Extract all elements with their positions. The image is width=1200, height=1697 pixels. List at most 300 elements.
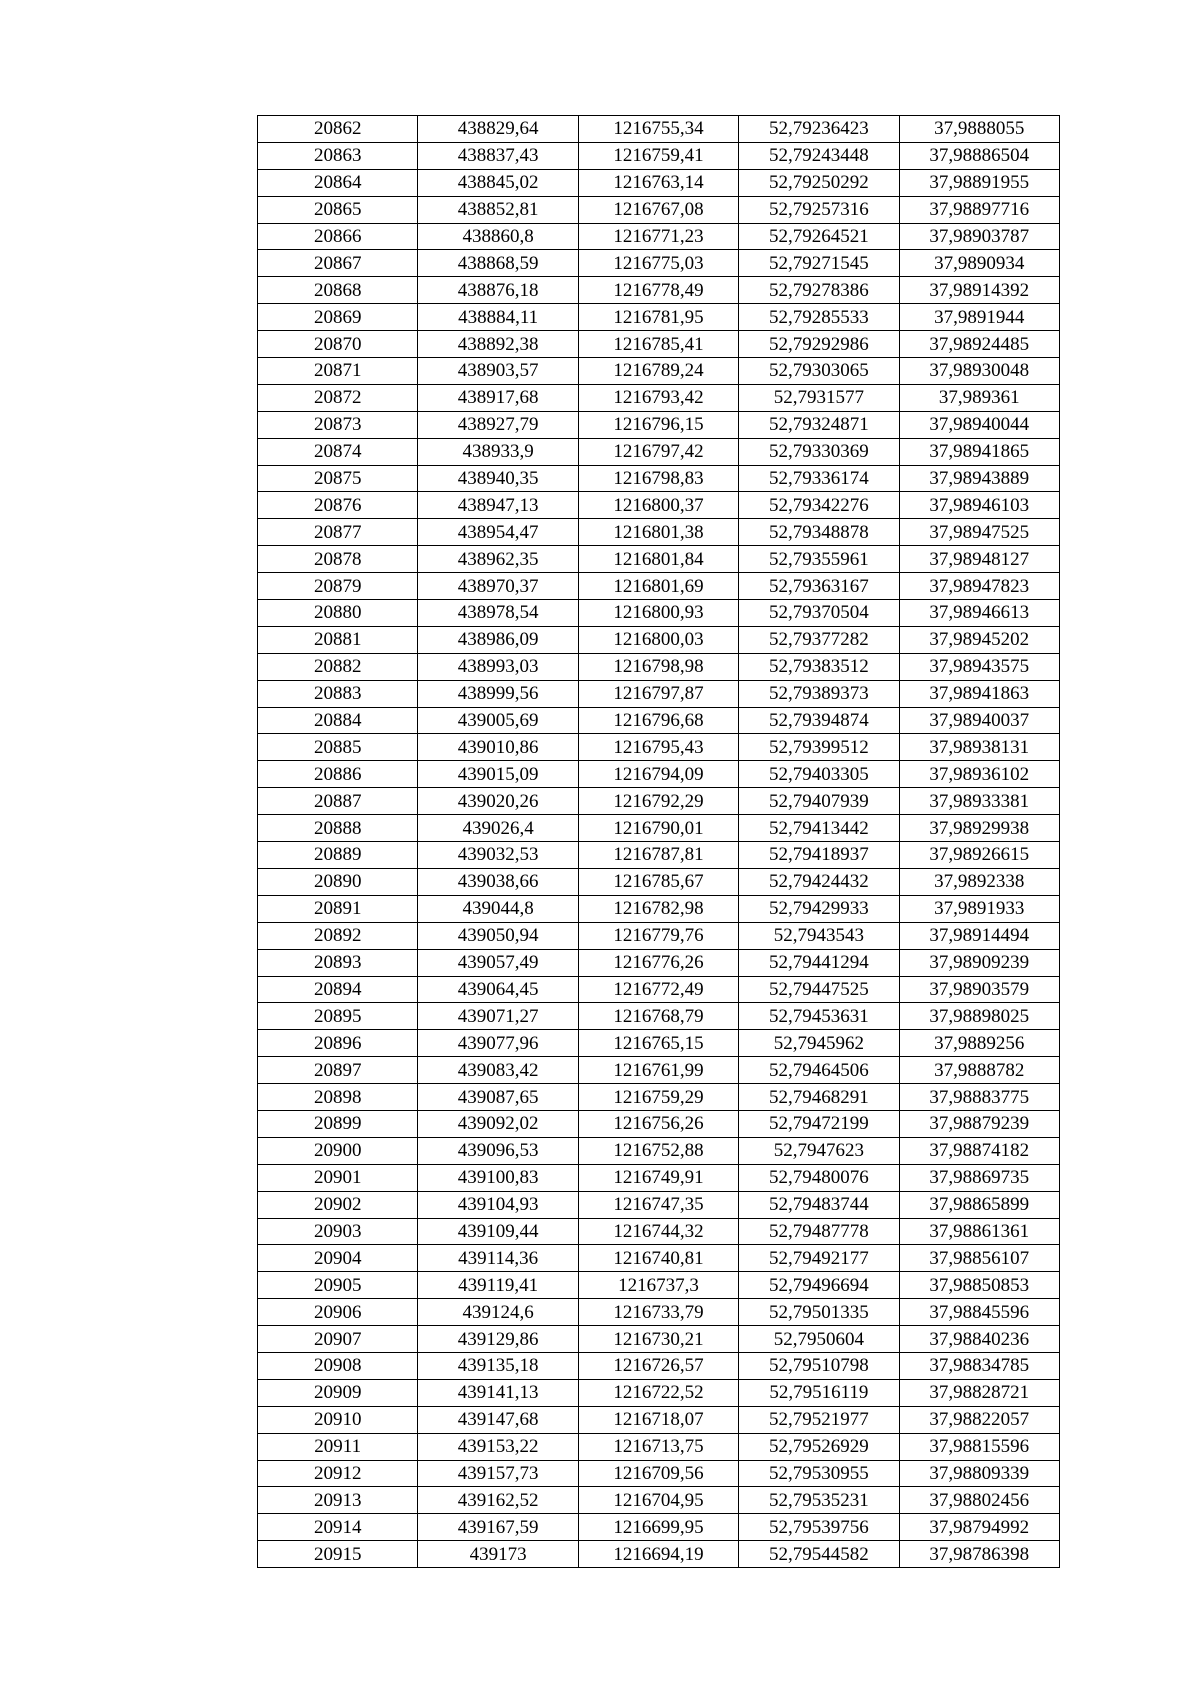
x-coordinate-cell: 438868,59 — [418, 250, 578, 277]
x-coordinate-cell: 439015,09 — [418, 761, 578, 788]
table-row — [258, 626, 1060, 653]
x-coordinate-cell: 439173 — [418, 1541, 578, 1568]
longitude-cell: 37,98903579 — [899, 976, 1059, 1003]
y-coordinate-cell: 1216794,09 — [578, 761, 738, 788]
point-number-cell: 20875 — [258, 465, 418, 492]
latitude-cell: 52,79355961 — [739, 546, 899, 573]
x-coordinate-cell: 439057,49 — [418, 949, 578, 976]
y-coordinate-cell: 1216785,67 — [578, 868, 738, 895]
x-coordinate-cell: 439096,53 — [418, 1137, 578, 1164]
latitude-cell: 52,79403305 — [739, 761, 899, 788]
table-row — [258, 1406, 1060, 1433]
table-row — [258, 788, 1060, 815]
point-number-cell: 20893 — [258, 949, 418, 976]
longitude-cell: 37,98802456 — [899, 1487, 1059, 1514]
point-number-cell: 20879 — [258, 573, 418, 600]
longitude-cell: 37,98946613 — [899, 600, 1059, 627]
point-number-cell: 20900 — [258, 1137, 418, 1164]
latitude-cell: 52,79424432 — [739, 868, 899, 895]
y-coordinate-cell: 1216699,95 — [578, 1514, 738, 1541]
point-number-cell: 20907 — [258, 1326, 418, 1353]
point-number-cell: 20897 — [258, 1057, 418, 1084]
x-coordinate-cell: 439083,42 — [418, 1057, 578, 1084]
table-row — [258, 1541, 1060, 1568]
y-coordinate-cell: 1216709,56 — [578, 1460, 738, 1487]
x-coordinate-cell: 439141,13 — [418, 1379, 578, 1406]
point-number-cell: 20873 — [258, 411, 418, 438]
longitude-cell: 37,98943889 — [899, 465, 1059, 492]
longitude-cell: 37,98815596 — [899, 1433, 1059, 1460]
point-number-cell: 20903 — [258, 1218, 418, 1245]
latitude-cell: 52,79250292 — [739, 169, 899, 196]
longitude-cell: 37,9888055 — [899, 116, 1059, 143]
y-coordinate-cell: 1216776,26 — [578, 949, 738, 976]
longitude-cell: 37,98940037 — [899, 707, 1059, 734]
latitude-cell: 52,7943543 — [739, 922, 899, 949]
x-coordinate-cell: 438837,43 — [418, 142, 578, 169]
y-coordinate-cell: 1216778,49 — [578, 277, 738, 304]
y-coordinate-cell: 1216694,19 — [578, 1541, 738, 1568]
longitude-cell: 37,98834785 — [899, 1352, 1059, 1379]
x-coordinate-cell: 438876,18 — [418, 277, 578, 304]
y-coordinate-cell: 1216800,93 — [578, 600, 738, 627]
y-coordinate-cell: 1216792,29 — [578, 788, 738, 815]
latitude-cell: 52,7931577 — [739, 384, 899, 411]
x-coordinate-cell: 438940,35 — [418, 465, 578, 492]
longitude-cell: 37,98794992 — [899, 1514, 1059, 1541]
longitude-cell: 37,98898025 — [899, 1003, 1059, 1030]
point-number-cell: 20870 — [258, 331, 418, 358]
x-coordinate-cell: 438999,56 — [418, 680, 578, 707]
table-row — [258, 842, 1060, 869]
longitude-cell: 37,9891944 — [899, 304, 1059, 331]
point-number-cell: 20883 — [258, 680, 418, 707]
table-row — [258, 411, 1060, 438]
point-number-cell: 20865 — [258, 196, 418, 223]
y-coordinate-cell: 1216775,03 — [578, 250, 738, 277]
x-coordinate-cell: 439109,44 — [418, 1218, 578, 1245]
latitude-cell: 52,79348878 — [739, 519, 899, 546]
point-number-cell: 20890 — [258, 868, 418, 895]
x-coordinate-cell: 439092,02 — [418, 1110, 578, 1137]
table-row — [258, 949, 1060, 976]
y-coordinate-cell: 1216713,75 — [578, 1433, 738, 1460]
table-row — [258, 1326, 1060, 1353]
table-row — [258, 600, 1060, 627]
table-row — [258, 868, 1060, 895]
longitude-cell: 37,9890934 — [899, 250, 1059, 277]
longitude-cell: 37,98926615 — [899, 842, 1059, 869]
point-number-cell: 20885 — [258, 734, 418, 761]
y-coordinate-cell: 1216726,57 — [578, 1352, 738, 1379]
longitude-cell: 37,98947823 — [899, 573, 1059, 600]
x-coordinate-cell: 438962,35 — [418, 546, 578, 573]
table-row — [258, 546, 1060, 573]
y-coordinate-cell: 1216796,68 — [578, 707, 738, 734]
latitude-cell: 52,79243448 — [739, 142, 899, 169]
table-row — [258, 384, 1060, 411]
y-coordinate-cell: 1216771,23 — [578, 223, 738, 250]
y-coordinate-cell: 1216796,15 — [578, 411, 738, 438]
latitude-cell: 52,79441294 — [739, 949, 899, 976]
table-row — [258, 1191, 1060, 1218]
longitude-cell: 37,98840236 — [899, 1326, 1059, 1353]
longitude-cell: 37,98946103 — [899, 492, 1059, 519]
x-coordinate-cell: 439010,86 — [418, 734, 578, 761]
x-coordinate-cell: 439032,53 — [418, 842, 578, 869]
x-coordinate-cell: 438852,81 — [418, 196, 578, 223]
point-number-cell: 20891 — [258, 895, 418, 922]
longitude-cell: 37,9892338 — [899, 868, 1059, 895]
table-row — [258, 1487, 1060, 1514]
latitude-cell: 52,7945962 — [739, 1030, 899, 1057]
latitude-cell: 52,79394874 — [739, 707, 899, 734]
longitude-cell: 37,98850853 — [899, 1272, 1059, 1299]
table-row — [258, 573, 1060, 600]
y-coordinate-cell: 1216772,49 — [578, 976, 738, 1003]
table-row — [258, 734, 1060, 761]
y-coordinate-cell: 1216755,34 — [578, 116, 738, 143]
y-coordinate-cell: 1216785,41 — [578, 331, 738, 358]
point-number-cell: 20910 — [258, 1406, 418, 1433]
table-row — [258, 1514, 1060, 1541]
latitude-cell: 52,79487778 — [739, 1218, 899, 1245]
latitude-cell: 52,79407939 — [739, 788, 899, 815]
latitude-cell: 52,79363167 — [739, 573, 899, 600]
latitude-cell: 52,7950604 — [739, 1326, 899, 1353]
point-number-cell: 20894 — [258, 976, 418, 1003]
x-coordinate-cell: 438884,11 — [418, 304, 578, 331]
y-coordinate-cell: 1216704,95 — [578, 1487, 738, 1514]
x-coordinate-cell: 439044,8 — [418, 895, 578, 922]
y-coordinate-cell: 1216759,41 — [578, 142, 738, 169]
longitude-cell: 37,98897716 — [899, 196, 1059, 223]
longitude-cell: 37,98865899 — [899, 1191, 1059, 1218]
x-coordinate-cell: 439064,45 — [418, 976, 578, 1003]
table-row — [258, 1110, 1060, 1137]
table-row — [258, 1379, 1060, 1406]
longitude-cell: 37,98828721 — [899, 1379, 1059, 1406]
latitude-cell: 52,79516119 — [739, 1379, 899, 1406]
y-coordinate-cell: 1216790,01 — [578, 815, 738, 842]
longitude-cell: 37,98945202 — [899, 626, 1059, 653]
point-number-cell: 20909 — [258, 1379, 418, 1406]
x-coordinate-cell: 439162,52 — [418, 1487, 578, 1514]
table-row — [258, 331, 1060, 358]
point-number-cell: 20874 — [258, 438, 418, 465]
table-row — [258, 519, 1060, 546]
table-row — [258, 169, 1060, 196]
longitude-cell: 37,9888782 — [899, 1057, 1059, 1084]
table-row — [258, 1057, 1060, 1084]
table-row — [258, 1003, 1060, 1030]
y-coordinate-cell: 1216782,98 — [578, 895, 738, 922]
point-number-cell: 20913 — [258, 1487, 418, 1514]
table-row — [258, 438, 1060, 465]
latitude-cell: 52,79530955 — [739, 1460, 899, 1487]
x-coordinate-cell: 439087,65 — [418, 1084, 578, 1111]
point-number-cell: 20902 — [258, 1191, 418, 1218]
point-number-cell: 20868 — [258, 277, 418, 304]
point-number-cell: 20872 — [258, 384, 418, 411]
y-coordinate-cell: 1216787,81 — [578, 842, 738, 869]
point-number-cell: 20880 — [258, 600, 418, 627]
longitude-cell: 37,98874182 — [899, 1137, 1059, 1164]
latitude-cell: 52,79413442 — [739, 815, 899, 842]
x-coordinate-cell: 439147,68 — [418, 1406, 578, 1433]
table-row — [258, 653, 1060, 680]
latitude-cell: 52,79370504 — [739, 600, 899, 627]
longitude-cell: 37,98941865 — [899, 438, 1059, 465]
x-coordinate-cell: 439167,59 — [418, 1514, 578, 1541]
y-coordinate-cell: 1216789,24 — [578, 358, 738, 385]
y-coordinate-cell: 1216756,26 — [578, 1110, 738, 1137]
point-number-cell: 20878 — [258, 546, 418, 573]
latitude-cell: 52,79257316 — [739, 196, 899, 223]
latitude-cell: 52,79418937 — [739, 842, 899, 869]
latitude-cell: 52,79464506 — [739, 1057, 899, 1084]
latitude-cell: 52,79447525 — [739, 976, 899, 1003]
x-coordinate-cell: 439157,73 — [418, 1460, 578, 1487]
point-number-cell: 20862 — [258, 116, 418, 143]
longitude-cell: 37,98845596 — [899, 1299, 1059, 1326]
longitude-cell: 37,98886504 — [899, 142, 1059, 169]
x-coordinate-cell: 438892,38 — [418, 331, 578, 358]
latitude-cell: 52,79521977 — [739, 1406, 899, 1433]
x-coordinate-cell: 439114,36 — [418, 1245, 578, 1272]
point-number-cell: 20906 — [258, 1299, 418, 1326]
point-number-cell: 20898 — [258, 1084, 418, 1111]
latitude-cell: 52,79377282 — [739, 626, 899, 653]
longitude-cell: 37,98943575 — [899, 653, 1059, 680]
latitude-cell: 52,79292986 — [739, 331, 899, 358]
latitude-cell: 52,79526929 — [739, 1433, 899, 1460]
table-row — [258, 1084, 1060, 1111]
longitude-cell: 37,98938131 — [899, 734, 1059, 761]
y-coordinate-cell: 1216737,3 — [578, 1272, 738, 1299]
y-coordinate-cell: 1216768,79 — [578, 1003, 738, 1030]
table-row — [258, 1137, 1060, 1164]
y-coordinate-cell: 1216759,29 — [578, 1084, 738, 1111]
longitude-cell: 37,98879239 — [899, 1110, 1059, 1137]
point-number-cell: 20912 — [258, 1460, 418, 1487]
x-coordinate-cell: 439050,94 — [418, 922, 578, 949]
x-coordinate-cell: 438860,8 — [418, 223, 578, 250]
y-coordinate-cell: 1216779,76 — [578, 922, 738, 949]
y-coordinate-cell: 1216797,42 — [578, 438, 738, 465]
latitude-cell: 52,79480076 — [739, 1164, 899, 1191]
point-number-cell: 20869 — [258, 304, 418, 331]
longitude-cell: 37,98947525 — [899, 519, 1059, 546]
table-row — [258, 1352, 1060, 1379]
point-number-cell: 20864 — [258, 169, 418, 196]
point-number-cell: 20889 — [258, 842, 418, 869]
y-coordinate-cell: 1216793,42 — [578, 384, 738, 411]
longitude-cell: 37,98786398 — [899, 1541, 1059, 1568]
table-row — [258, 1272, 1060, 1299]
x-coordinate-cell: 439026,4 — [418, 815, 578, 842]
y-coordinate-cell: 1216801,38 — [578, 519, 738, 546]
y-coordinate-cell: 1216733,79 — [578, 1299, 738, 1326]
table-row — [258, 1299, 1060, 1326]
table-row — [258, 895, 1060, 922]
x-coordinate-cell: 438917,68 — [418, 384, 578, 411]
point-number-cell: 20911 — [258, 1433, 418, 1460]
latitude-cell: 52,79264521 — [739, 223, 899, 250]
latitude-cell: 52,79285533 — [739, 304, 899, 331]
table-row — [258, 1218, 1060, 1245]
latitude-cell: 52,79453631 — [739, 1003, 899, 1030]
table-row — [258, 250, 1060, 277]
y-coordinate-cell: 1216765,15 — [578, 1030, 738, 1057]
longitude-cell: 37,98914392 — [899, 277, 1059, 304]
x-coordinate-cell: 438933,9 — [418, 438, 578, 465]
x-coordinate-cell: 439119,41 — [418, 1272, 578, 1299]
point-number-cell: 20871 — [258, 358, 418, 385]
x-coordinate-cell: 439100,83 — [418, 1164, 578, 1191]
latitude-cell: 52,79303065 — [739, 358, 899, 385]
table-row — [258, 223, 1060, 250]
longitude-cell: 37,98809339 — [899, 1460, 1059, 1487]
x-coordinate-cell: 438903,57 — [418, 358, 578, 385]
point-number-cell: 20914 — [258, 1514, 418, 1541]
y-coordinate-cell: 1216781,95 — [578, 304, 738, 331]
table-row — [258, 1030, 1060, 1057]
table-row — [258, 761, 1060, 788]
point-number-cell: 20887 — [258, 788, 418, 815]
y-coordinate-cell: 1216800,37 — [578, 492, 738, 519]
longitude-cell: 37,98948127 — [899, 546, 1059, 573]
latitude-cell: 52,79492177 — [739, 1245, 899, 1272]
latitude-cell: 52,79271545 — [739, 250, 899, 277]
longitude-cell: 37,98924485 — [899, 331, 1059, 358]
table-row — [258, 815, 1060, 842]
longitude-cell: 37,98903787 — [899, 223, 1059, 250]
point-number-cell: 20884 — [258, 707, 418, 734]
y-coordinate-cell: 1216747,35 — [578, 1191, 738, 1218]
table-row — [258, 492, 1060, 519]
table-row — [258, 277, 1060, 304]
table-row — [258, 707, 1060, 734]
table-row — [258, 116, 1060, 143]
x-coordinate-cell: 439071,27 — [418, 1003, 578, 1030]
y-coordinate-cell: 1216798,98 — [578, 653, 738, 680]
latitude-cell: 52,79544582 — [739, 1541, 899, 1568]
latitude-cell: 52,79236423 — [739, 116, 899, 143]
table-row — [258, 465, 1060, 492]
longitude-cell: 37,98930048 — [899, 358, 1059, 385]
point-number-cell: 20915 — [258, 1541, 418, 1568]
latitude-cell: 52,79389373 — [739, 680, 899, 707]
latitude-cell: 52,79483744 — [739, 1191, 899, 1218]
point-number-cell: 20867 — [258, 250, 418, 277]
y-coordinate-cell: 1216797,87 — [578, 680, 738, 707]
latitude-cell: 52,79330369 — [739, 438, 899, 465]
latitude-cell: 52,79510798 — [739, 1352, 899, 1379]
x-coordinate-cell: 438978,54 — [418, 600, 578, 627]
longitude-cell: 37,98856107 — [899, 1245, 1059, 1272]
x-coordinate-cell: 439077,96 — [418, 1030, 578, 1057]
table-row — [258, 1460, 1060, 1487]
longitude-cell: 37,9889256 — [899, 1030, 1059, 1057]
point-number-cell: 20908 — [258, 1352, 418, 1379]
point-number-cell: 20876 — [258, 492, 418, 519]
x-coordinate-cell: 438947,13 — [418, 492, 578, 519]
y-coordinate-cell: 1216801,69 — [578, 573, 738, 600]
latitude-cell: 52,79399512 — [739, 734, 899, 761]
point-number-cell: 20905 — [258, 1272, 418, 1299]
longitude-cell: 37,98929938 — [899, 815, 1059, 842]
longitude-cell: 37,989361 — [899, 384, 1059, 411]
x-coordinate-cell: 439038,66 — [418, 868, 578, 895]
x-coordinate-cell: 439129,86 — [418, 1326, 578, 1353]
y-coordinate-cell: 1216730,21 — [578, 1326, 738, 1353]
longitude-cell: 37,98869735 — [899, 1164, 1059, 1191]
longitude-cell: 37,98941863 — [899, 680, 1059, 707]
point-number-cell: 20866 — [258, 223, 418, 250]
x-coordinate-cell: 439153,22 — [418, 1433, 578, 1460]
latitude-cell: 52,79278386 — [739, 277, 899, 304]
y-coordinate-cell: 1216761,99 — [578, 1057, 738, 1084]
latitude-cell: 52,79336174 — [739, 465, 899, 492]
latitude-cell: 52,79429933 — [739, 895, 899, 922]
y-coordinate-cell: 1216763,14 — [578, 169, 738, 196]
x-coordinate-cell: 438993,03 — [418, 653, 578, 680]
latitude-cell: 52,79324871 — [739, 411, 899, 438]
x-coordinate-cell: 438970,37 — [418, 573, 578, 600]
y-coordinate-cell: 1216749,91 — [578, 1164, 738, 1191]
coordinates-table — [257, 115, 1060, 1568]
table-row — [258, 304, 1060, 331]
point-number-cell: 20901 — [258, 1164, 418, 1191]
point-number-cell: 20896 — [258, 1030, 418, 1057]
point-number-cell: 20886 — [258, 761, 418, 788]
longitude-cell: 37,98914494 — [899, 922, 1059, 949]
y-coordinate-cell: 1216800,03 — [578, 626, 738, 653]
longitude-cell: 37,98940044 — [899, 411, 1059, 438]
longitude-cell: 37,98891955 — [899, 169, 1059, 196]
table-row — [258, 680, 1060, 707]
point-number-cell: 20895 — [258, 1003, 418, 1030]
longitude-cell: 37,98883775 — [899, 1084, 1059, 1111]
latitude-cell: 52,79539756 — [739, 1514, 899, 1541]
y-coordinate-cell: 1216767,08 — [578, 196, 738, 223]
x-coordinate-cell: 439135,18 — [418, 1352, 578, 1379]
longitude-cell: 37,98861361 — [899, 1218, 1059, 1245]
x-coordinate-cell: 438829,64 — [418, 116, 578, 143]
longitude-cell: 37,98936102 — [899, 761, 1059, 788]
latitude-cell: 52,79535231 — [739, 1487, 899, 1514]
x-coordinate-cell: 438954,47 — [418, 519, 578, 546]
latitude-cell: 52,79496694 — [739, 1272, 899, 1299]
y-coordinate-cell: 1216801,84 — [578, 546, 738, 573]
table-row — [258, 196, 1060, 223]
x-coordinate-cell: 439124,6 — [418, 1299, 578, 1326]
table-row — [258, 142, 1060, 169]
x-coordinate-cell: 439005,69 — [418, 707, 578, 734]
x-coordinate-cell: 439104,93 — [418, 1191, 578, 1218]
y-coordinate-cell: 1216718,07 — [578, 1406, 738, 1433]
x-coordinate-cell: 438845,02 — [418, 169, 578, 196]
latitude-cell: 52,7947623 — [739, 1137, 899, 1164]
latitude-cell: 52,79342276 — [739, 492, 899, 519]
table-row — [258, 976, 1060, 1003]
table-row — [258, 358, 1060, 385]
point-number-cell: 20899 — [258, 1110, 418, 1137]
coordinates-table-body — [258, 116, 1060, 1568]
point-number-cell: 20904 — [258, 1245, 418, 1272]
point-number-cell: 20888 — [258, 815, 418, 842]
